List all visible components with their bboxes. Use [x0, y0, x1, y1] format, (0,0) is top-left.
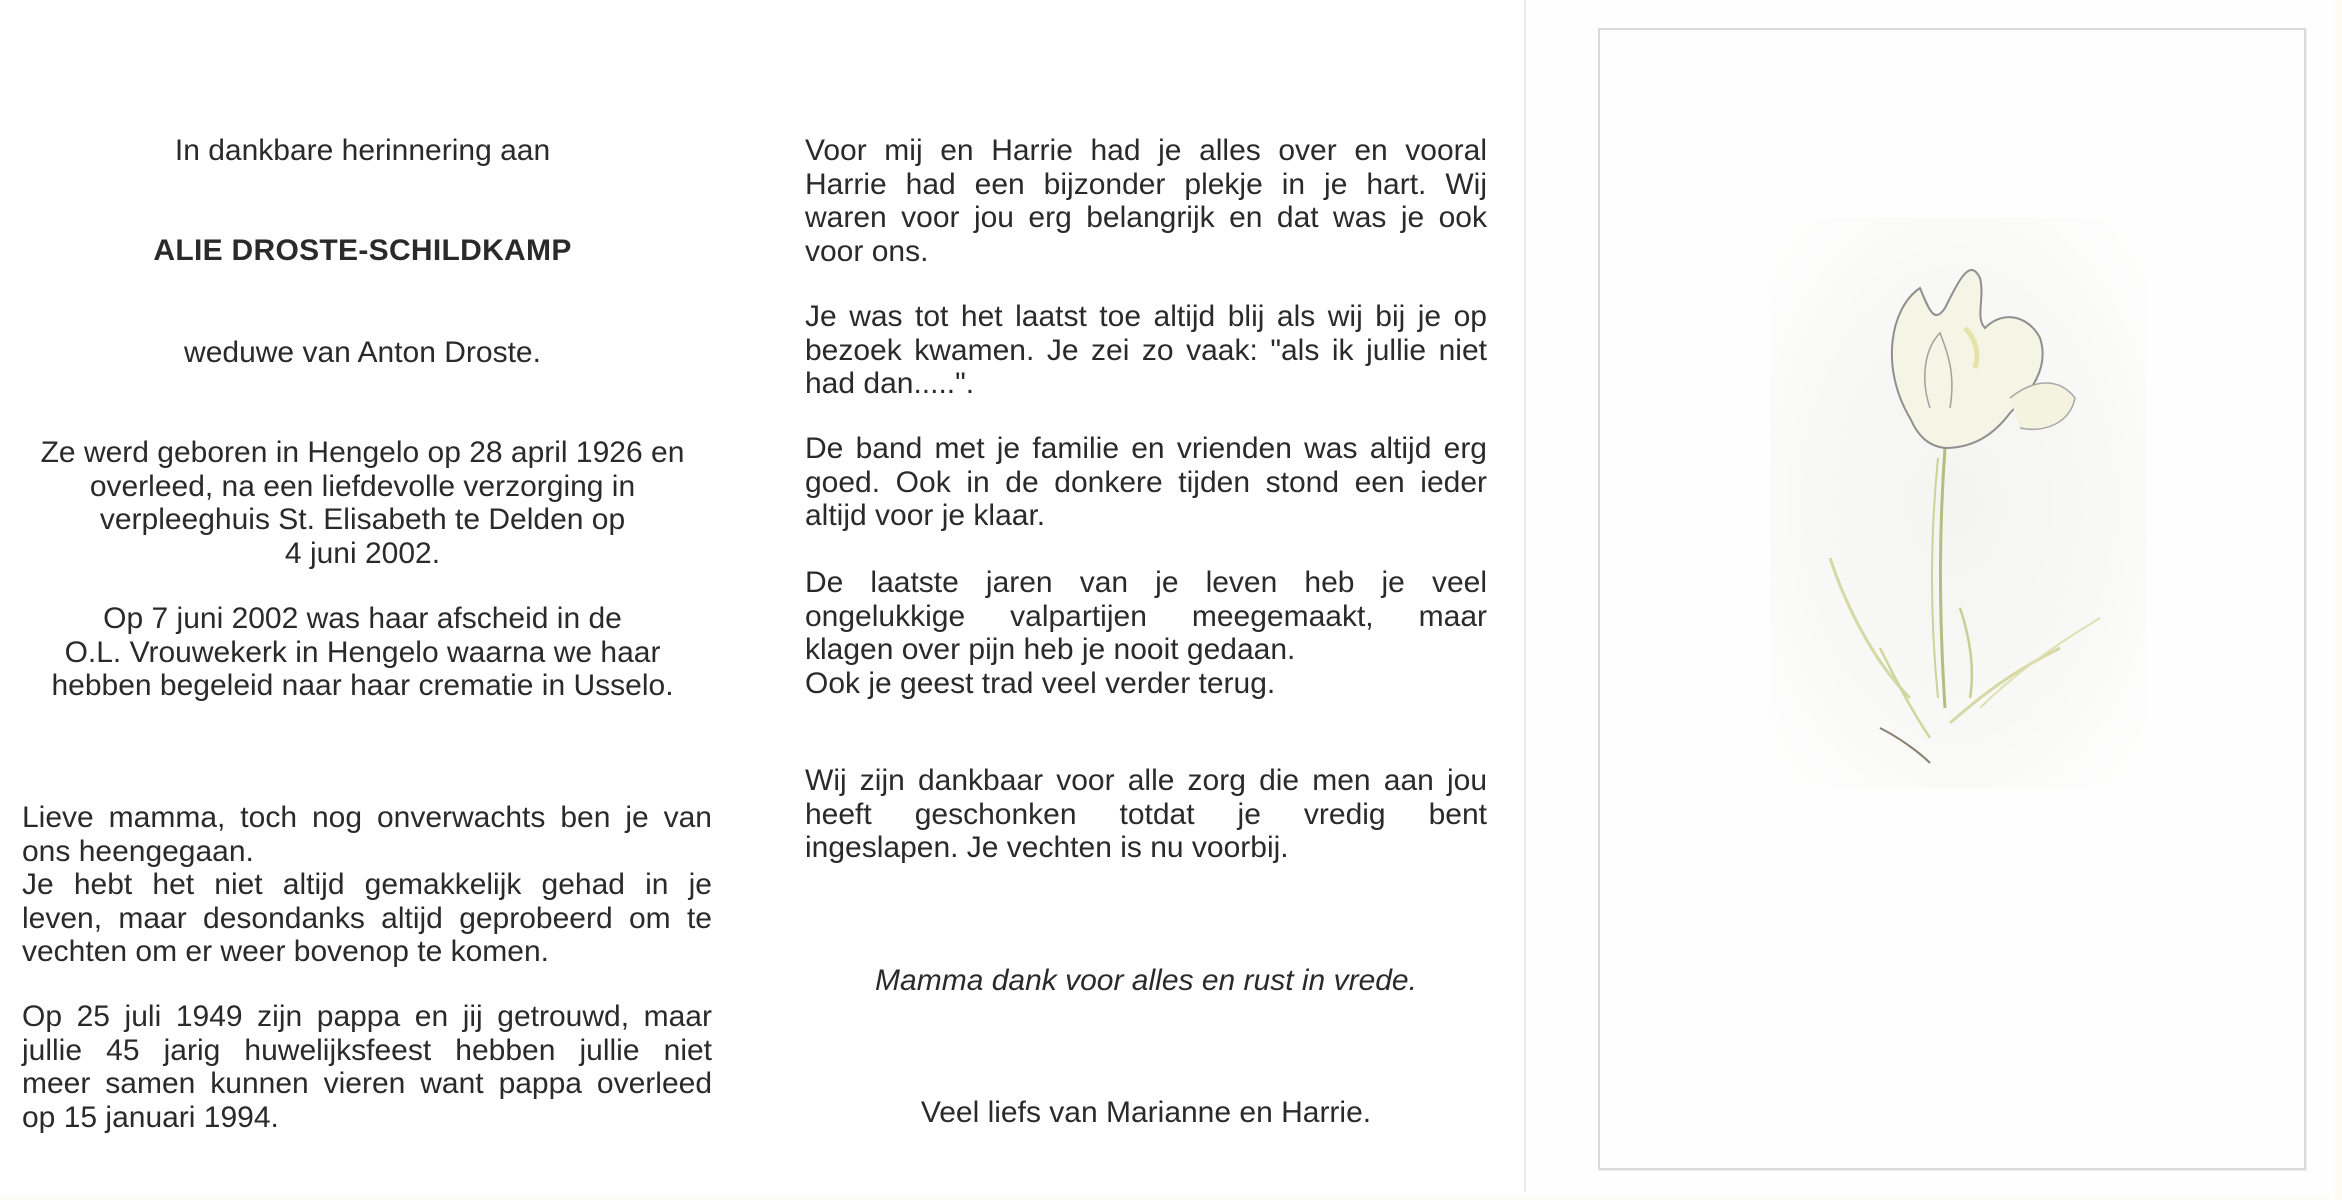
text-line: altijd voor je klaar.: [805, 499, 1046, 532]
signoff-line: Veel liefs van Marianne en Harrie.: [920, 1096, 1372, 1129]
text-line: ingeslapen. Je vechten is nu voorbij.: [805, 831, 1289, 864]
text-line: O.L. Vrouwekerk in Hengelo waarna we haar: [64, 635, 661, 669]
text-line: ongelukkige valpartijen meegemaakt, maar: [805, 599, 1487, 633]
text-line: Je hebt het niet altijd gemakkelijk gehad in je: [22, 868, 712, 901]
widow-line: weduwe van Anton Droste.: [184, 336, 541, 369]
text-line: waren voor jou erg belangrijk en dat was je ook: [805, 201, 1487, 234]
card-left-panel: [0, 0, 760, 1200]
page-edge: [2330, 0, 2342, 1200]
intro-line: In dankbare herinnering aan: [174, 134, 551, 167]
leaf-right-2: [1980, 618, 2100, 708]
falls-paragraph: [805, 566, 1487, 700]
card-middle-panel: [760, 0, 1530, 1200]
stem: [1940, 448, 1945, 708]
text-line: had dan.....".: [805, 367, 975, 400]
text-line: heeft geschonken totdat je vredig bent: [805, 797, 1487, 831]
text-line: verpleeghuis St. Elisabeth te Delden op: [99, 503, 626, 536]
text-line: Op 7 juni 2002 was haar afscheid in de: [103, 602, 622, 635]
text-line: 4 juni 2002.: [284, 536, 441, 570]
leaf-left: [1830, 558, 1910, 698]
visit-paragraph: [805, 300, 1487, 401]
stem-2: [1932, 458, 1938, 698]
text-line: op 15 januari 1994.: [22, 1100, 279, 1134]
text-line: klagen over pijn heb je nooit gedaan.: [805, 633, 1296, 666]
mamma-paragraph: [22, 801, 712, 969]
marriage-paragraph: [22, 1000, 712, 1134]
text-line: jullie 45 jarig huwelijksfeest hebben jullie niet: [22, 1033, 712, 1067]
text-line: ons heengegaan.: [22, 834, 254, 868]
text-line: Ze werd geboren in Hengelo op 28 april 1926 en: [40, 436, 685, 469]
family-paragraph: [805, 432, 1487, 533]
farewell-paragraph: [0, 602, 725, 703]
text-line: Wij zijn dankbaar voor alle zorg die men aan jou: [805, 764, 1487, 797]
text-line: overleed, na een liefdevolle verzorging in: [89, 469, 636, 503]
text-line: Op 25 juli 1949 zijn pappa en jij getrouwd, maar: [22, 1000, 712, 1033]
text-line: Harrie had een bijzonder plekje in je hart. Wij: [805, 167, 1487, 201]
leaf-small: [1960, 608, 1972, 698]
text-line: Je was tot het laatst toe altijd blij als wij bij je op: [805, 300, 1487, 333]
deceased-name: ALIE DROSTE-SCHILDKAMP: [153, 234, 572, 267]
grateful-paragraph: [805, 764, 1487, 865]
text-line: voor ons.: [805, 234, 929, 268]
page-edge: [0, 1192, 2342, 1200]
text-line: hebben begeleid naar haar crematie in Usselo.: [51, 669, 674, 702]
tulip-drawing-image: [1770, 218, 2146, 788]
harrie-paragraph: [805, 134, 1487, 268]
birth-death-paragraph: [0, 436, 725, 570]
rest-in-peace-line: Mamma dank voor alles en rust in vrede.: [875, 964, 1417, 997]
text-line: Voor mij en Harrie had je alles over en vooral: [805, 134, 1487, 167]
stem-dark: [1880, 728, 1930, 763]
text-line: leven, maar desondanks altijd geprobeerd om te: [22, 901, 712, 935]
text-line: goed. Ook in de donkere tijden stond een ieder: [805, 465, 1487, 499]
text-line: vechten om er weer bovenop te komen.: [22, 935, 549, 968]
fold-line: [1524, 0, 1526, 1200]
text-line: bezoek kwamen. Je zei zo vaak: "als ik jullie niet: [805, 333, 1487, 367]
text-line: De laatste jaren van je leven heb je veel: [805, 566, 1487, 599]
text-line: meer samen kunnen vieren want pappa overleed: [22, 1067, 712, 1100]
text-line: Lieve mamma, toch nog onverwachts ben je van: [22, 801, 712, 834]
text-line: Ook je geest trad veel verder terug.: [805, 666, 1276, 700]
text-line: De band met je familie en vrienden was altijd erg: [805, 432, 1487, 465]
